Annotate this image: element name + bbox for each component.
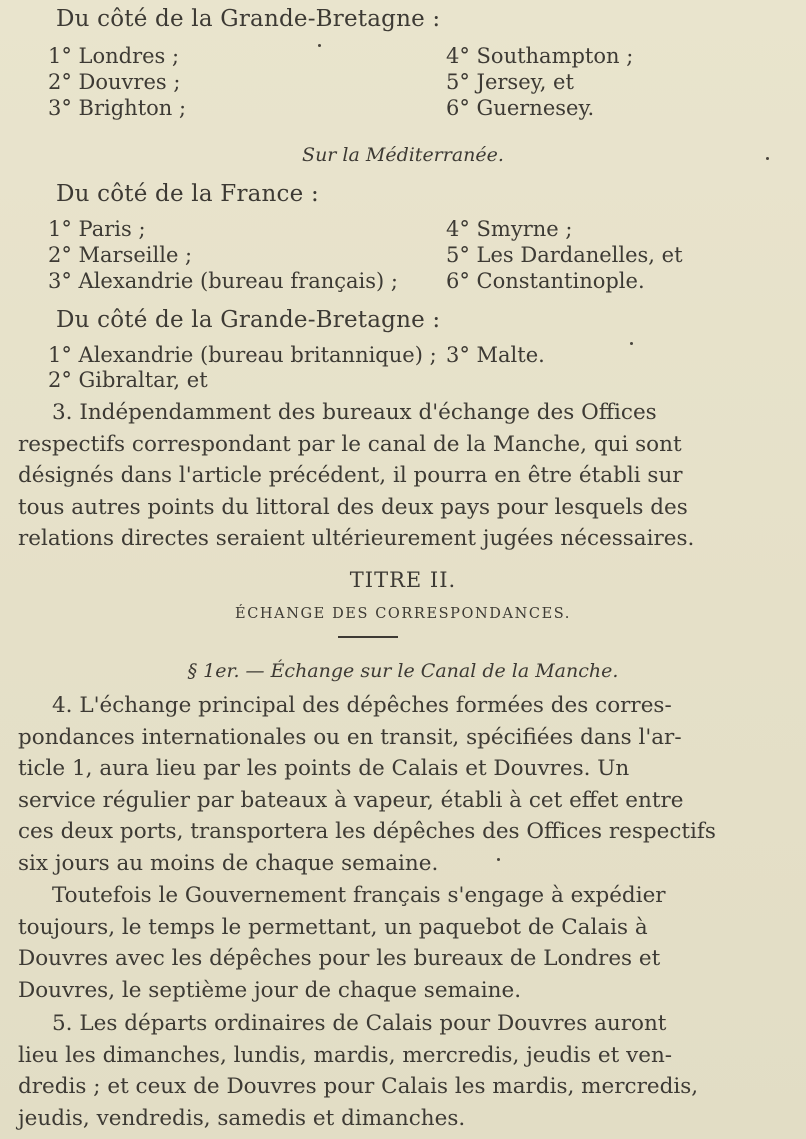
gb-list-item: 1° Londres ;	[48, 44, 180, 68]
article-3-paragraph	[18, 397, 768, 555]
gb-list-item: 5° Jersey, et	[446, 70, 574, 94]
text-line: Douvres avec les dépêches pour les bureaux de Londres et	[18, 946, 661, 971]
text-line: 3. Indépendamment des bureaux d'échange des Offices	[52, 400, 657, 425]
fr-heading: Du côté de la France :	[56, 181, 319, 207]
paper-speck	[630, 342, 633, 345]
section-heading: § 1er. — Échange sur le Canal de la Manche.	[187, 660, 619, 682]
fr-list-item: 1° Paris ;	[48, 217, 146, 241]
text-line: respectifs correspondant par le canal de la Manche, qui sont	[18, 431, 682, 457]
text-line: ces deux ports, transportera les dépêches des Offices respectifs	[18, 819, 716, 844]
toutefois-paragraph	[18, 880, 768, 1006]
article-5-paragraph	[18, 1008, 768, 1134]
text-line: service régulier par bateaux à vapeur, établi à cet effet entre	[18, 787, 684, 813]
text-line: désignés dans l'article précédent, il pourra en être établi sur	[18, 463, 683, 488]
text-line: toujours, le temps le permettant, un paquebot de Calais à	[18, 914, 648, 940]
text-line: dredis ; et ceux de Douvres pour Calais les mardis, mercredis,	[18, 1074, 699, 1099]
gb2-list-item: 3° Malte.	[446, 343, 545, 367]
fr-list-item: 5° Les Dardanelles, et	[446, 243, 683, 267]
gb2-list-item: 1° Alexandrie (bureau britannique) ;	[48, 343, 437, 367]
mediterranean-heading: Sur la Méditerranée.	[302, 144, 504, 166]
title-subheading: ÉCHANGE DES CORRESPONDANCES.	[235, 606, 571, 622]
text-line: lieu les dimanches, lundis, mardis, mercredis, jeudis et ven-	[18, 1042, 673, 1068]
fr-list-item: 2° Marseille ;	[48, 243, 193, 267]
gb-list-item: 6° Guernesey.	[446, 96, 595, 120]
gb-list-item: 4° Southampton ;	[446, 44, 634, 68]
text-line: tous autres points du littoral des deux pays pour lesquels des	[18, 494, 688, 520]
paper-speck	[766, 157, 769, 160]
text-line: 4. L'échange principal des dépêches formées des corres-	[52, 693, 672, 718]
text-line: ticle 1, aura lieu par les points de Calais et Douvres. Un	[18, 756, 630, 781]
fr-list-item: 4° Smyrne ;	[446, 217, 573, 241]
text-line: Douvres, le septième jour de chaque semaine.	[18, 977, 522, 1003]
gb2-list-item: 2° Gibraltar, et	[48, 368, 208, 392]
title-heading: TITRE II.	[349, 568, 457, 592]
fr-list-item: 6° Constantinople.	[446, 269, 645, 293]
gb-heading-2: Du côté de la Grande-Bretagne :	[56, 307, 441, 333]
text-line: six jours au moins de chaque semaine.	[18, 850, 439, 876]
text-line: pondances internationales ou en transit, spécifiées dans l'ar-	[18, 724, 682, 750]
paper-speck	[497, 858, 500, 861]
article-4-paragraph	[18, 690, 768, 879]
text-line: Toutefois le Gouvernement français s'engage à expédier	[52, 883, 666, 908]
text-line: relations directes seraient ultérieurement jugées nécessaires.	[18, 526, 695, 551]
gb-list-item: 3° Brighton ;	[48, 96, 187, 120]
gb-list-item: 2° Douvres ;	[48, 70, 181, 94]
text-line: jeudis, vendredis, samedis et dimanches.	[18, 1105, 466, 1131]
gb-heading-1: Du côté de la Grande-Bretagne :	[56, 6, 441, 32]
fr-list-item: 3° Alexandrie (bureau français) ;	[48, 269, 398, 293]
divider-rule	[338, 636, 398, 638]
text-line: 5. Les départs ordinaires de Calais pour Douvres auront	[52, 1011, 667, 1036]
paper-speck	[318, 44, 321, 47]
